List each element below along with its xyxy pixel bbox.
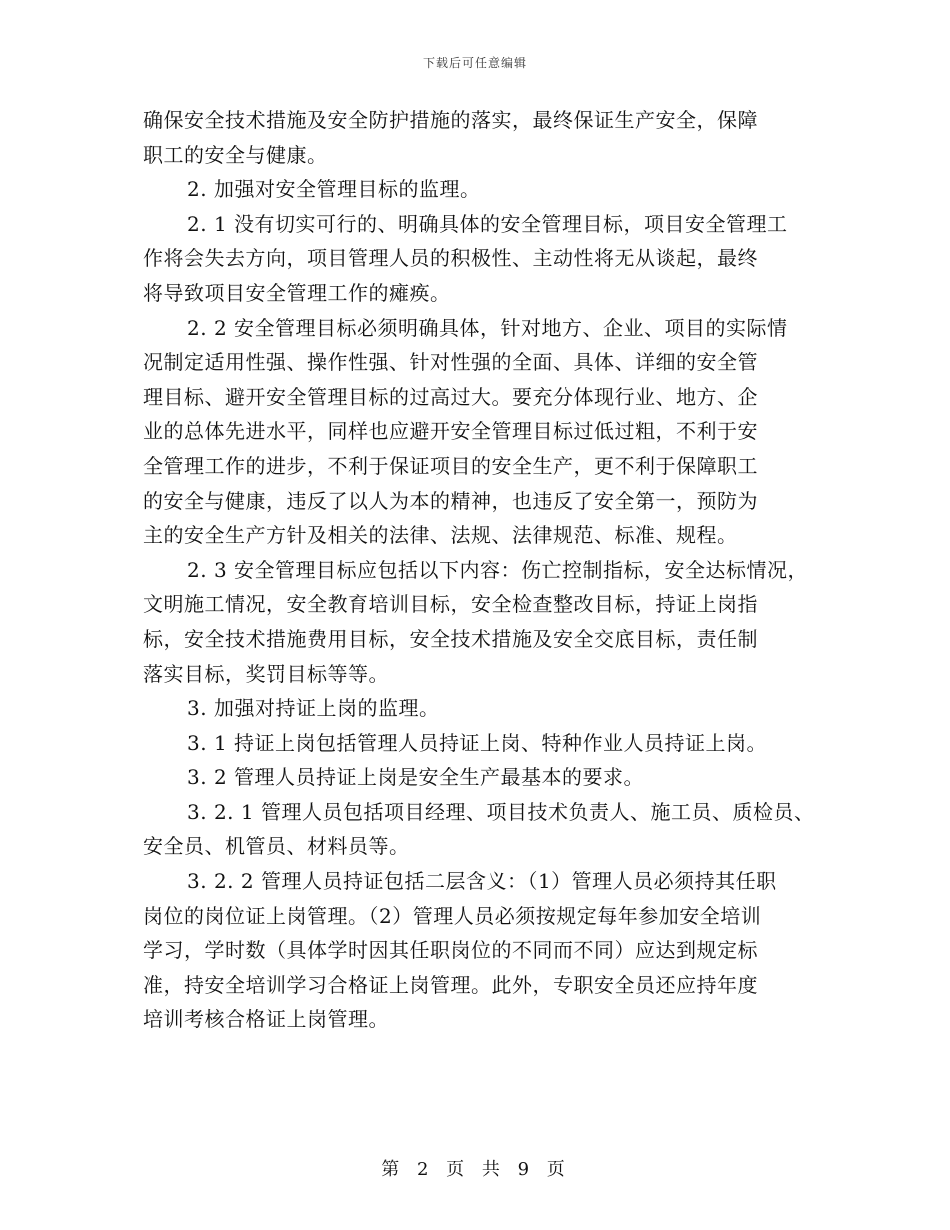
text-line: 标，安全技术措施费用目标，安全技术措施及安全交底目标，责任制 <box>143 626 758 651</box>
text-line: 主的安全生产方针及相关的法律、法规、法律规范、标准、规程。 <box>143 523 738 548</box>
text-line: 文明施工情况，安全教育培训目标，安全检查整改目标，持证上岗指 <box>143 592 758 617</box>
text-line: 准，持安全培训学习合格证上岗管理。此外，专职安全员还应持年度 <box>143 972 758 997</box>
text-line: 落实目标，奖罚目标等等。 <box>143 661 389 686</box>
text-line: 的安全与健康，违反了以人为本的精神，也违反了安全第一，预防为 <box>143 488 758 513</box>
page-header-note: 下载后可任意编辑 <box>422 56 527 70</box>
paragraph-start: 2. 1 没有切实可行的、明确具体的安全管理目标，项目安全管理工 <box>187 211 788 236</box>
page-number-footer: 第 2 页 共 9 页 <box>381 1159 569 1180</box>
section-heading: 2. 加强对安全管理目标的监理。 <box>187 177 481 202</box>
paragraph-start: 3. 2. 1 管理人员包括项目经理、项目技术负责人、施工员、质检员、 <box>187 799 815 824</box>
paragraph-start: 2. 2 安全管理目标必须明确具体，针对地方、企业、项目的实际情 <box>187 315 788 340</box>
text-line: 确保安全技术措施及安全防护措施的落实，最终保证生产安全，保障 <box>143 108 758 132</box>
text-line: 理目标、避开安全管理目标的过高过大。要充分体现行业、地方、企 <box>143 384 758 409</box>
paragraph-start: 3. 2. 2 管理人员持证包括二层含义：（1）管理人员必须持其任职 <box>187 869 777 894</box>
paragraph-start: 3. 2 管理人员持证上岗是安全生产最基本的要求。 <box>187 765 645 790</box>
text-line: 岗位的岗位证上岗管理。（2）管理人员必须按规定每年参加安全培训 <box>143 903 762 928</box>
text-line: 全管理工作的进步，不利于保证项目的安全生产，更不利于保障职工 <box>143 453 758 478</box>
document-body <box>143 103 833 1037</box>
paragraph-start: 3. 1 持证上岗包括管理人员持证上岗、特种作业人员持证上岗。 <box>187 730 768 755</box>
text-line: 业的总体先进水平，同样也应避开安全管理目标过低过粗，不利于安 <box>143 419 758 444</box>
text-line: 安全员、机管员、材料员等。 <box>143 834 410 859</box>
text-line: 学习，学时数（具体学时因其任职岗位的不同而不同）应达到规定标 <box>143 938 758 963</box>
text-line: 作将会失去方向，项目管理人员的积极性、主动性将无从谈起，最终 <box>143 246 758 271</box>
text-line: 将导致项目安全管理工作的瘫痪。 <box>143 280 451 305</box>
section-heading: 3. 加强对持证上岗的监理。 <box>187 696 440 721</box>
paragraph-start: 2. 3 安全管理目标应包括以下内容：伤亡控制指标，安全达标情况， <box>187 557 809 582</box>
text-line: 职工的安全与健康。 <box>143 142 328 167</box>
text-line: 况制定适用性强、操作性强、针对性强的全面、具体、详细的安全管 <box>143 350 758 375</box>
text-line: 培训考核合格证上岗管理。 <box>143 1007 389 1032</box>
